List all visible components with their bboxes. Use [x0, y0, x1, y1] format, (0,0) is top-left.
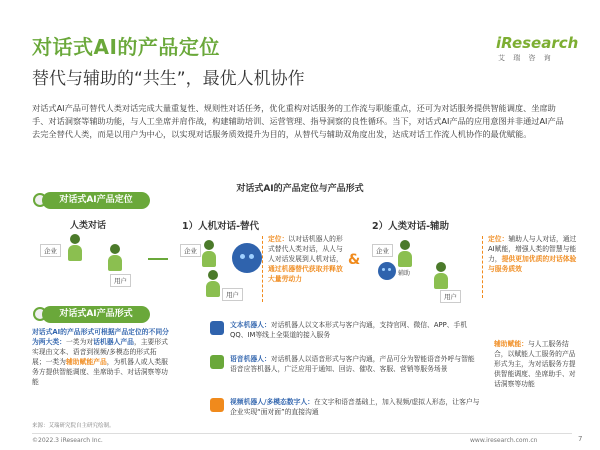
iresearch-logo — [496, 34, 579, 70]
page-number: 7 — [578, 435, 583, 443]
user-person-icon-3 — [432, 262, 450, 289]
assist-empower-text: 与人工服务结合，以赋能人工服务的产品形式为主，为对话服务方提供智能调度、坐席助手、对话洞察等功能 — [494, 340, 576, 388]
video-robot-icon — [210, 398, 224, 412]
intro-paragraph: 对话式AI产品可替代人类对话完成大量重复性、规则性对话任务，优化重构对话服务的工作流与职能重点，还可为对话服务提供智能调度、坐席助手、对话洞察等辅助功能，与人工坐席并肩作战，构建辅助培训、运营管理、指导洞察的良性循环。当下，对话式AI产品的应用意图并非通过AI产品去完全替代人类，而是以用户为中心，以实现对话服务质效提升为目的，从替代与辅助双角度出发，达成对话工作流人机协作的最优赋能。 — [32, 103, 564, 139]
form-item-key: 语音机器人： — [230, 355, 271, 363]
form-item-video — [230, 397, 480, 417]
assist-empower-key: 辅助赋能： — [494, 340, 528, 348]
form-item-text-body: 对话机器人以语音形式与客户沟通，产品可分为智能语音外呼与智能语音应答机器人，广泛应用于通知、回访、催收、客服、营销等服务场景 — [230, 355, 475, 373]
footer-divider — [32, 433, 572, 434]
source-note: 来源：艾瑞研究院自主研究绘制。 — [32, 423, 115, 429]
user-tag-3: 用户 — [440, 290, 461, 303]
assist-desc-key: 定位： — [488, 235, 509, 243]
diagram-title: 对话式AI的产品定位与产品形式 — [236, 184, 364, 194]
form-item-text — [230, 320, 480, 340]
enterprise-tag-3: 企业 — [372, 244, 393, 257]
voice-robot-icon — [210, 355, 224, 369]
replace-description — [268, 234, 346, 284]
form-summary-text-2: ，主要形式实现由文本、语音到视频/多模态的形式拓展；一类为 — [32, 338, 168, 366]
form-summary-key: 对话式AI的产品形式可根据产品定位的不同分为两大类： — [32, 328, 169, 346]
assist-empower-description — [494, 339, 576, 389]
copyright: ©2022.3 iResearch Inc. — [32, 437, 103, 444]
form-summary-key-2: 话机器人产品 — [93, 338, 134, 346]
page-subtitle: 替代与辅助的“共生”，最优人机协作 — [32, 69, 305, 89]
enterprise-person-icon — [66, 234, 84, 261]
assist-divider — [482, 236, 483, 298]
assist-desc-highlight: 提供更加优质的对话体验与服务质效 — [488, 255, 577, 273]
section-replace-title: 1）人机对话-替代 — [182, 221, 260, 232]
replace-desc-key: 定位： — [268, 235, 289, 243]
page-title: 对话式AI的产品定位 — [32, 35, 220, 59]
enterprise-tag: 企业 — [40, 244, 61, 257]
form-summary-text-1: 一类为对 — [65, 338, 94, 346]
user-person-icon — [106, 244, 124, 271]
enterprise-person-icon-3 — [396, 240, 414, 267]
assist-description — [488, 234, 578, 274]
form-item-voice — [230, 354, 480, 374]
replace-desc-highlight: 通过机器替代获取并释放大量劳动力 — [268, 265, 343, 283]
enterprise-tag-2: 企业 — [180, 244, 201, 257]
user-tag-2: 用户 — [222, 288, 243, 301]
text-robot-icon — [210, 321, 224, 335]
form-item-text-body: 对话机器人以文本形式与客户沟通，支持官网、微信、APP、手机QQ、IM等线上全渠道的接入服务 — [230, 321, 468, 339]
form-pill: 对话式AI产品形式 — [42, 306, 150, 323]
form-item-key: 文本机器人： — [230, 321, 271, 329]
assist-desc-text: 辅助人与人对话，通过AI赋能，增强人类的智慧与能力， — [488, 235, 577, 263]
assist-label: 辅助 — [398, 270, 411, 277]
form-summary-text-3: ，为机器人或人类服务方提供智能调度、坐席助手、对话洞察等功能 — [32, 358, 168, 386]
ampersand: & — [348, 252, 361, 268]
form-item-key: 视频机器人/多模态数字人： — [230, 398, 315, 406]
logo-subtext: 艾 瑞 咨 询 — [498, 54, 554, 62]
logo-wordmark: iResearch — [496, 34, 579, 52]
robot-icon — [232, 243, 262, 273]
form-summary-highlight: 辅助赋能产品 — [65, 358, 107, 366]
human-dialogue-label: 人类对话 — [70, 221, 107, 231]
assist-robot-icon — [378, 262, 396, 280]
flow-arrow — [148, 258, 168, 260]
section-assist-title: 2）人类对话-辅助 — [372, 221, 450, 232]
website: www.iresearch.com.cn — [470, 437, 538, 444]
replace-divider — [262, 236, 263, 302]
form-item-text-body: 在文字和语音基础上，加入视频/虚拟人形态，让客户与企业实现“面对面”的直接沟通 — [230, 398, 480, 416]
form-summary — [32, 327, 170, 387]
user-person-icon-2 — [204, 270, 222, 297]
user-tag: 用户 — [110, 274, 131, 287]
positioning-pill: 对话式AI产品定位 — [42, 192, 150, 209]
replace-desc-text: 以对话机器人的形式替代人类对话，从人与人对话发展到人机对话， — [268, 235, 343, 263]
enterprise-person-icon-2 — [200, 240, 218, 267]
